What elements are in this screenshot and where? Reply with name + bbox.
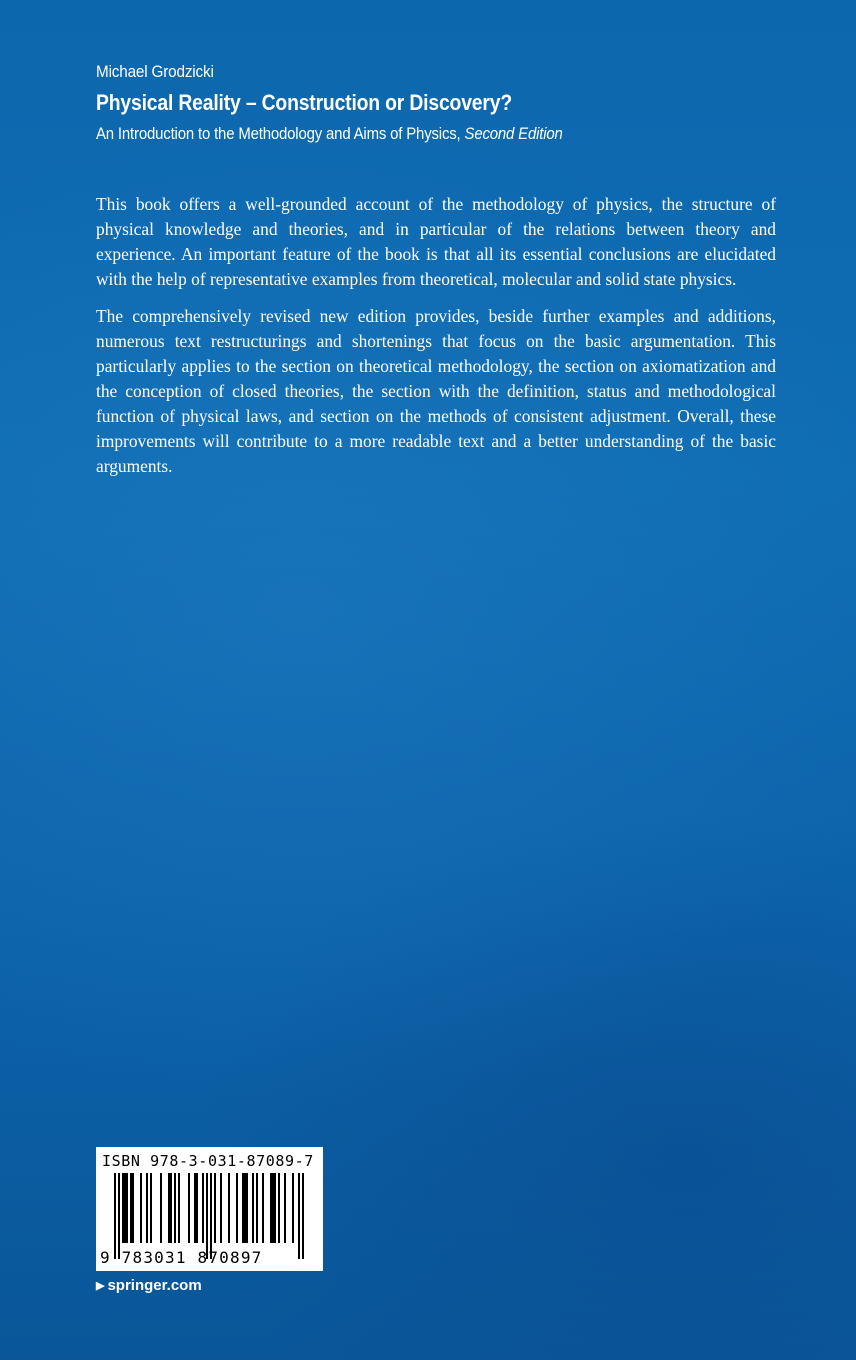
blurb-paragraph-2: The comprehensively revised new edition provides, beside further examples and additions, numerous text restructurings and shortenings that focus on the basic argumentation. This particularly applies to the section on theoretical methodology, the section on axiomatization and the conception of closed theories, the section with the definition, status and methodological function of physical laws, and section on the methods of consistent adjustment. Overall, these improvements will contribute to a more readable text and a better understanding of the basic arguments. <box>96 306 776 476</box>
barcode-bar <box>252 1173 254 1243</box>
barcode-bar <box>244 1173 246 1243</box>
barcode-guard-bar <box>210 1173 212 1259</box>
ean-digits: 9 783031 870897 <box>100 1248 263 1267</box>
barcode-bar <box>168 1173 170 1243</box>
isbn-text: ISBN 978-3-031-87089-7 <box>102 1152 314 1170</box>
triangle-right-icon: ▶ <box>96 1280 105 1292</box>
barcode-bar <box>132 1173 134 1243</box>
barcode-bar <box>284 1173 286 1243</box>
barcode-bar <box>188 1173 190 1243</box>
book-title: Physical Reality – Construction or Discovery? <box>96 90 512 115</box>
barcode-bar <box>178 1173 180 1243</box>
edition-label: Second Edition <box>464 124 563 143</box>
barcode-bar <box>262 1173 264 1243</box>
subtitle-text: An Introduction to the Methodology and Aims of Physics, <box>96 124 465 143</box>
barcode-bar <box>196 1173 198 1243</box>
barcode-bar <box>146 1173 148 1243</box>
barcode-guard-bar <box>118 1173 120 1259</box>
springer-link[interactable] <box>96 1277 202 1294</box>
blurb-paragraph-1: This book offers a well-grounded account of the methodology of physics, the structure of physical knowledge and theories, and in particular of the relations between theory and experience. An important feature of the book is that all its essential conclusions are elucidated with the help of representative examples from theoretical, molecular and solid state physics. <box>96 194 776 289</box>
blurb <box>96 192 776 491</box>
barcode-bar <box>228 1173 230 1243</box>
barcode-guard-bar <box>298 1173 300 1259</box>
barcode-bar <box>256 1173 258 1243</box>
barcode-bar <box>220 1173 222 1243</box>
barcode-label <box>96 1147 323 1271</box>
barcode-bar <box>170 1173 172 1243</box>
barcode-bar <box>270 1173 272 1243</box>
author-name: Michael Grodzicki <box>96 62 214 81</box>
barcode-bar <box>274 1173 276 1243</box>
barcode-guard-bar <box>114 1173 116 1259</box>
barcode-bar <box>292 1173 294 1243</box>
barcode-bar <box>140 1173 142 1243</box>
barcode-bar <box>160 1173 162 1243</box>
barcode-bar <box>150 1173 152 1243</box>
springer-link-text: springer.com <box>107 1277 202 1294</box>
barcode-bar <box>122 1173 124 1243</box>
barcode-bar <box>272 1173 274 1243</box>
barcode-bar <box>246 1173 248 1243</box>
barcode-bar <box>242 1173 244 1243</box>
barcode-bar <box>278 1173 280 1243</box>
barcode-bar <box>194 1173 196 1243</box>
barcode-bar <box>174 1173 176 1243</box>
book-subtitle <box>96 124 563 144</box>
barcode-bar <box>126 1173 128 1243</box>
barcode-guard-bar <box>302 1173 304 1259</box>
barcode-bar <box>236 1173 238 1243</box>
barcode-bar <box>202 1173 204 1243</box>
barcode-bar <box>214 1173 216 1243</box>
barcode-bar <box>124 1173 126 1243</box>
barcode-guard-bar <box>206 1173 208 1259</box>
barcode-bar <box>130 1173 132 1243</box>
